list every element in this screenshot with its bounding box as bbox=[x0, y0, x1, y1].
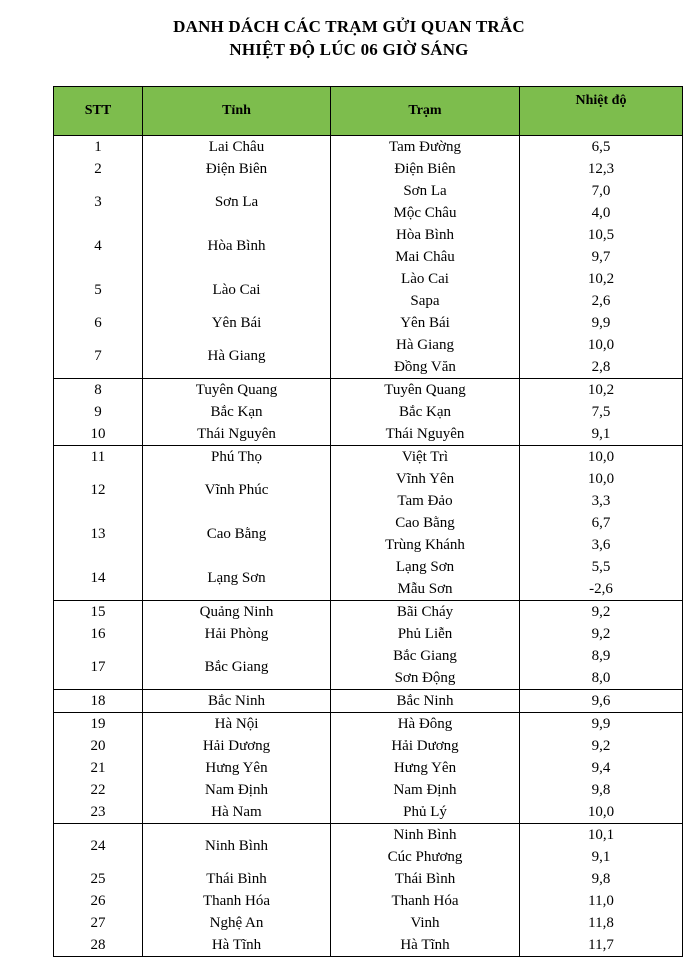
cell-tram: Ninh Bình bbox=[331, 824, 520, 847]
table-row bbox=[54, 556, 683, 578]
title-line-1: DANH DÁCH CÁC TRẠM GỬI QUAN TRẮC bbox=[173, 17, 525, 36]
cell-stt: 15 bbox=[54, 601, 143, 624]
cell-nhiet-do: 6,7 bbox=[520, 512, 683, 534]
cell-stt: 14 bbox=[54, 556, 143, 601]
cell-tram: Hòa Bình bbox=[331, 224, 520, 246]
cell-nhiet-do: 4,0 bbox=[520, 202, 683, 224]
cell-nhiet-do: -2,6 bbox=[520, 578, 683, 601]
cell-tinh: Hải Dương bbox=[143, 735, 331, 757]
cell-nhiet-do: 10,0 bbox=[520, 468, 683, 490]
cell-tram: Cúc Phương bbox=[331, 846, 520, 868]
cell-stt: 9 bbox=[54, 401, 143, 423]
cell-tram: Thái Nguyên bbox=[331, 423, 520, 446]
cell-nhiet-do: 8,9 bbox=[520, 645, 683, 667]
cell-tram: Tuyên Quang bbox=[331, 379, 520, 402]
table-row bbox=[54, 690, 683, 713]
cell-tram: Hà Đông bbox=[331, 713, 520, 736]
table-row bbox=[54, 512, 683, 534]
cell-stt: 17 bbox=[54, 645, 143, 690]
cell-nhiet-do: 10,0 bbox=[520, 334, 683, 356]
table-row bbox=[54, 824, 683, 847]
cell-tinh: Lạng Sơn bbox=[143, 556, 331, 601]
cell-stt: 5 bbox=[54, 268, 143, 312]
cell-tinh: Vĩnh Phúc bbox=[143, 468, 331, 512]
table-row bbox=[54, 645, 683, 667]
cell-nhiet-do: 8,0 bbox=[520, 667, 683, 690]
cell-tram: Sơn Động bbox=[331, 667, 520, 690]
table-row bbox=[54, 735, 683, 757]
cell-stt: 3 bbox=[54, 180, 143, 224]
cell-tinh: Ninh Bình bbox=[143, 824, 331, 869]
cell-stt: 6 bbox=[54, 312, 143, 334]
cell-stt: 2 bbox=[54, 158, 143, 180]
cell-nhiet-do: 7,0 bbox=[520, 180, 683, 202]
cell-tinh: Thái Bình bbox=[143, 868, 331, 890]
cell-stt: 12 bbox=[54, 468, 143, 512]
cell-tram: Thái Bình bbox=[331, 868, 520, 890]
cell-tram: Bãi Cháy bbox=[331, 601, 520, 624]
cell-tram: Việt Trì bbox=[331, 446, 520, 469]
temperature-table bbox=[53, 86, 683, 957]
cell-nhiet-do: 10,0 bbox=[520, 801, 683, 824]
cell-tram: Phủ Lý bbox=[331, 801, 520, 824]
cell-nhiet-do: 9,4 bbox=[520, 757, 683, 779]
table-row bbox=[54, 468, 683, 490]
cell-nhiet-do: 3,3 bbox=[520, 490, 683, 512]
cell-tinh: Lào Cai bbox=[143, 268, 331, 312]
cell-tram: Yên Bái bbox=[331, 312, 520, 334]
cell-tram: Bắc Giang bbox=[331, 645, 520, 667]
cell-stt: 28 bbox=[54, 934, 143, 957]
cell-stt: 8 bbox=[54, 379, 143, 402]
cell-tram: Mộc Châu bbox=[331, 202, 520, 224]
cell-tram: Sơn La bbox=[331, 180, 520, 202]
cell-tram: Hưng Yên bbox=[331, 757, 520, 779]
header-tinh: Tỉnh bbox=[143, 87, 331, 136]
cell-nhiet-do: 9,8 bbox=[520, 868, 683, 890]
cell-tinh: Thái Nguyên bbox=[143, 423, 331, 446]
cell-stt: 25 bbox=[54, 868, 143, 890]
table-row bbox=[54, 779, 683, 801]
table-row bbox=[54, 890, 683, 912]
table-header-row bbox=[54, 87, 683, 136]
cell-stt: 13 bbox=[54, 512, 143, 556]
cell-tram: Vĩnh Yên bbox=[331, 468, 520, 490]
cell-stt: 26 bbox=[54, 890, 143, 912]
cell-tram: Trùng Khánh bbox=[331, 534, 520, 556]
table-row bbox=[54, 801, 683, 824]
table-row bbox=[54, 713, 683, 736]
cell-stt: 16 bbox=[54, 623, 143, 645]
cell-tram: Tam Đường bbox=[331, 136, 520, 159]
cell-tinh: Hà Tĩnh bbox=[143, 934, 331, 957]
table-row bbox=[54, 136, 683, 159]
cell-tram: Thanh Hóa bbox=[331, 890, 520, 912]
header-tram: Trạm bbox=[331, 87, 520, 136]
cell-stt: 11 bbox=[54, 446, 143, 469]
cell-nhiet-do: 3,6 bbox=[520, 534, 683, 556]
cell-tinh: Hà Nội bbox=[143, 713, 331, 736]
table-row bbox=[54, 312, 683, 334]
cell-tram: Điện Biên bbox=[331, 158, 520, 180]
cell-tram: Phủ Liễn bbox=[331, 623, 520, 645]
cell-tinh: Hưng Yên bbox=[143, 757, 331, 779]
table-row bbox=[54, 934, 683, 957]
cell-nhiet-do: 9,2 bbox=[520, 735, 683, 757]
cell-nhiet-do: 9,6 bbox=[520, 690, 683, 713]
cell-nhiet-do: 9,2 bbox=[520, 623, 683, 645]
cell-nhiet-do: 11,8 bbox=[520, 912, 683, 934]
cell-tinh: Tuyên Quang bbox=[143, 379, 331, 402]
header-nhiet-do: Nhiệt độ bbox=[520, 87, 683, 136]
cell-tram: Lạng Sơn bbox=[331, 556, 520, 578]
cell-stt: 7 bbox=[54, 334, 143, 379]
cell-tinh: Bắc Kạn bbox=[143, 401, 331, 423]
cell-nhiet-do: 9,1 bbox=[520, 423, 683, 446]
header-stt: STT bbox=[54, 87, 143, 136]
table-row bbox=[54, 334, 683, 356]
table-row bbox=[54, 868, 683, 890]
table-row bbox=[54, 423, 683, 446]
cell-tram: Lào Cai bbox=[331, 268, 520, 290]
cell-tinh: Điện Biên bbox=[143, 158, 331, 180]
title-line-2: NHIỆT ĐỘ LÚC 06 GIỜ SÁNG bbox=[229, 40, 469, 59]
cell-tinh: Nghệ An bbox=[143, 912, 331, 934]
cell-tram: Hải Dương bbox=[331, 735, 520, 757]
cell-tinh: Bắc Giang bbox=[143, 645, 331, 690]
cell-stt: 19 bbox=[54, 713, 143, 736]
cell-nhiet-do: 11,0 bbox=[520, 890, 683, 912]
cell-nhiet-do: 6,5 bbox=[520, 136, 683, 159]
cell-tinh: Lai Châu bbox=[143, 136, 331, 159]
cell-stt: 21 bbox=[54, 757, 143, 779]
cell-stt: 20 bbox=[54, 735, 143, 757]
cell-nhiet-do: 10,2 bbox=[520, 268, 683, 290]
table-body bbox=[54, 136, 683, 957]
cell-tinh: Thanh Hóa bbox=[143, 890, 331, 912]
cell-tinh: Nam Định bbox=[143, 779, 331, 801]
cell-tinh: Hà Nam bbox=[143, 801, 331, 824]
cell-stt: 10 bbox=[54, 423, 143, 446]
table-row bbox=[54, 757, 683, 779]
cell-tram: Bắc Kạn bbox=[331, 401, 520, 423]
cell-tinh: Hà Giang bbox=[143, 334, 331, 379]
cell-nhiet-do: 5,5 bbox=[520, 556, 683, 578]
cell-nhiet-do: 7,5 bbox=[520, 401, 683, 423]
cell-nhiet-do: 11,7 bbox=[520, 934, 683, 957]
cell-tram: Đồng Văn bbox=[331, 356, 520, 379]
cell-nhiet-do: 9,1 bbox=[520, 846, 683, 868]
cell-nhiet-do: 10,0 bbox=[520, 446, 683, 469]
table-row bbox=[54, 601, 683, 624]
cell-nhiet-do: 10,5 bbox=[520, 224, 683, 246]
cell-stt: 1 bbox=[54, 136, 143, 159]
cell-tram: Nam Định bbox=[331, 779, 520, 801]
cell-tram: Hà Giang bbox=[331, 334, 520, 356]
table-row bbox=[54, 401, 683, 423]
cell-tram: Bắc Ninh bbox=[331, 690, 520, 713]
table-row bbox=[54, 912, 683, 934]
cell-tram: Tam Đảo bbox=[331, 490, 520, 512]
cell-nhiet-do: 9,2 bbox=[520, 601, 683, 624]
cell-tinh: Bắc Ninh bbox=[143, 690, 331, 713]
cell-tinh: Phú Thọ bbox=[143, 446, 331, 469]
cell-nhiet-do: 10,2 bbox=[520, 379, 683, 402]
cell-nhiet-do: 2,8 bbox=[520, 356, 683, 379]
cell-tinh: Hòa Bình bbox=[143, 224, 331, 268]
cell-nhiet-do: 10,1 bbox=[520, 824, 683, 847]
cell-stt: 24 bbox=[54, 824, 143, 869]
cell-stt: 18 bbox=[54, 690, 143, 713]
cell-tram: Mẫu Sơn bbox=[331, 578, 520, 601]
cell-nhiet-do: 9,9 bbox=[520, 312, 683, 334]
cell-nhiet-do: 9,9 bbox=[520, 713, 683, 736]
table-row bbox=[54, 180, 683, 202]
cell-tram: Cao Bằng bbox=[331, 512, 520, 534]
table-row bbox=[54, 623, 683, 645]
cell-tram: Mai Châu bbox=[331, 246, 520, 268]
cell-tinh: Hải Phòng bbox=[143, 623, 331, 645]
cell-stt: 27 bbox=[54, 912, 143, 934]
cell-tinh: Sơn La bbox=[143, 180, 331, 224]
cell-tinh: Cao Bằng bbox=[143, 512, 331, 556]
table-row bbox=[54, 446, 683, 469]
cell-stt: 22 bbox=[54, 779, 143, 801]
cell-stt: 23 bbox=[54, 801, 143, 824]
cell-tinh: Quảng Ninh bbox=[143, 601, 331, 624]
cell-nhiet-do: 12,3 bbox=[520, 158, 683, 180]
cell-nhiet-do: 9,8 bbox=[520, 779, 683, 801]
table-row bbox=[54, 224, 683, 246]
cell-tram: Sapa bbox=[331, 290, 520, 312]
table-row bbox=[54, 268, 683, 290]
cell-nhiet-do: 2,6 bbox=[520, 290, 683, 312]
cell-nhiet-do: 9,7 bbox=[520, 246, 683, 268]
cell-tinh: Yên Bái bbox=[143, 312, 331, 334]
table-row bbox=[54, 379, 683, 402]
table-row bbox=[54, 158, 683, 180]
cell-tram: Vinh bbox=[331, 912, 520, 934]
cell-tram: Hà Tĩnh bbox=[331, 934, 520, 957]
cell-stt: 4 bbox=[54, 224, 143, 268]
